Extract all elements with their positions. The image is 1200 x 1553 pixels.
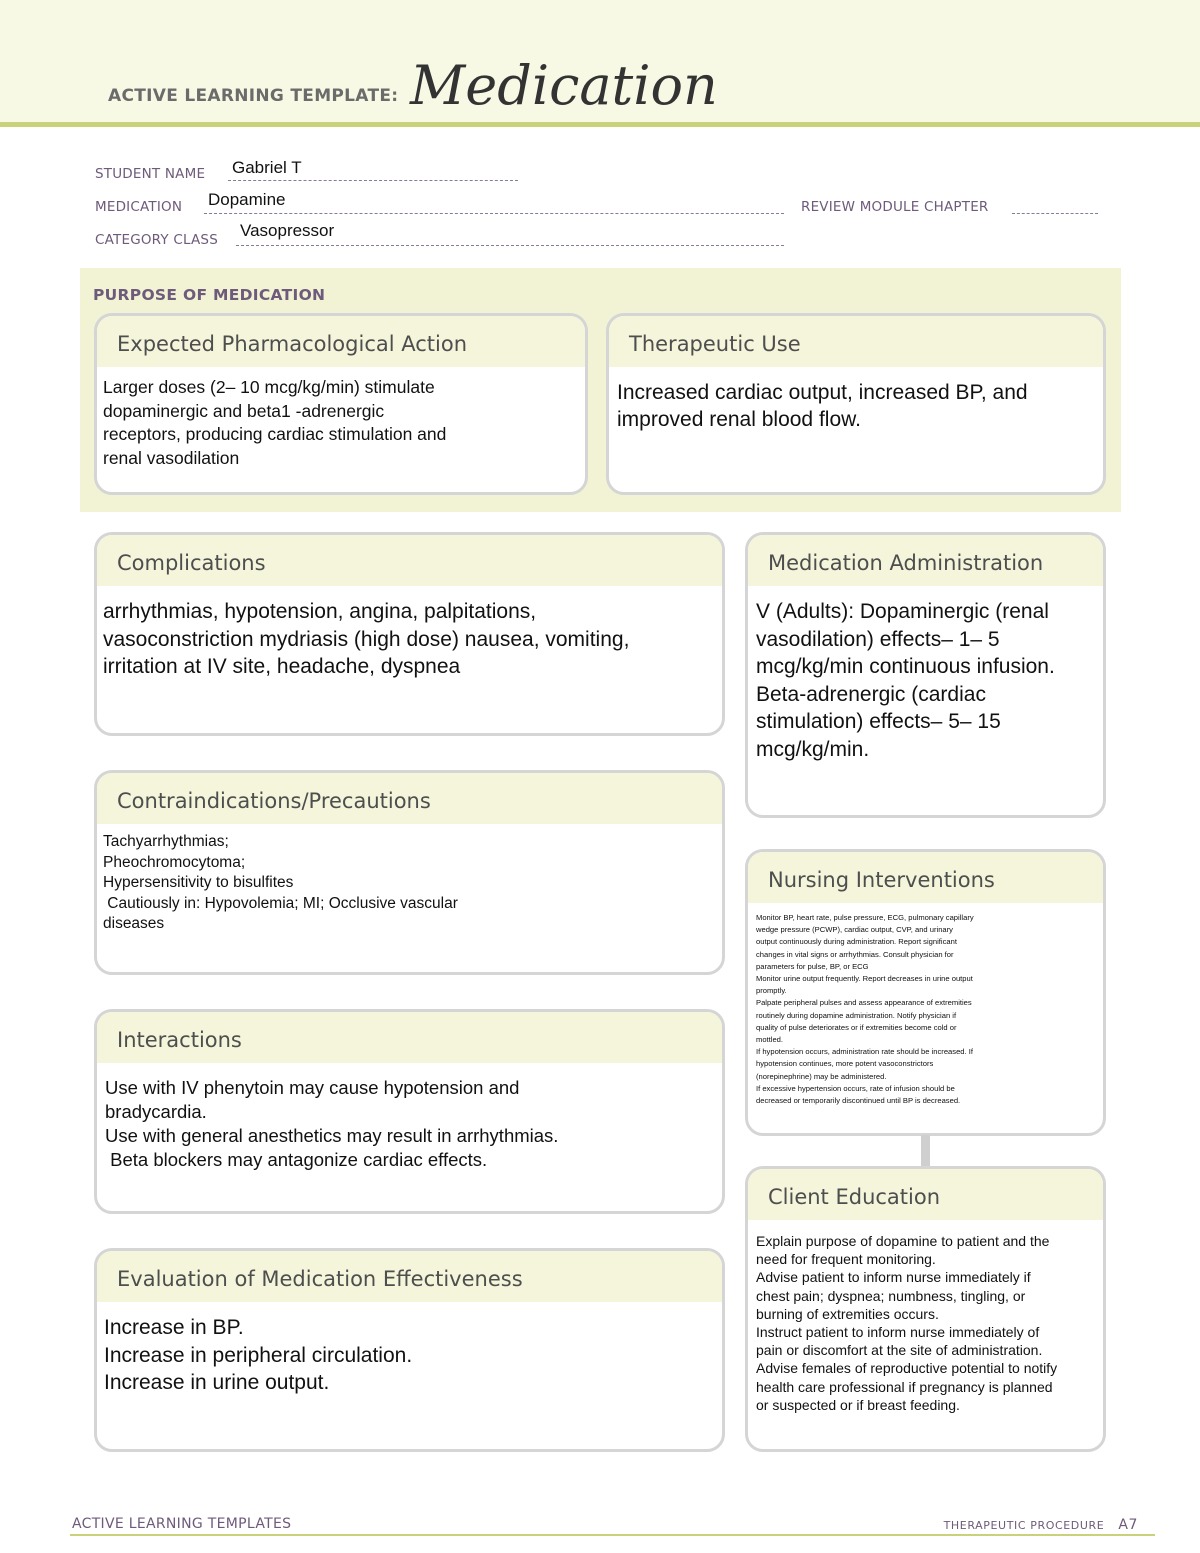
review-module-line <box>1012 213 1098 214</box>
student-name-line <box>228 180 518 181</box>
nursing-interventions-box <box>745 849 1106 1136</box>
text-line: receptors, producing cardiac stimulation and <box>103 424 447 444</box>
therapeutic-use-box <box>606 313 1106 495</box>
text-line: improved renal blood flow. <box>617 408 861 431</box>
text-line: promptly. <box>756 986 787 996</box>
text-line: Palpate peripheral pulses and assess appearance of extremities <box>756 998 972 1008</box>
contraindications-title: Contraindications/Precautions <box>97 773 722 824</box>
text-line: Increase in BP. <box>104 1316 244 1339</box>
text-line: hypotension continues, more potent vasoconstrictors <box>756 1059 934 1069</box>
purpose-label: PURPOSE OF MEDICATION <box>93 286 326 304</box>
text-line: Increase in urine output. <box>104 1371 330 1394</box>
footer-section-label: THERAPEUTIC PROCEDURE <box>943 1519 1105 1532</box>
text-line: Use with general anesthetics may result in arrhythmias. <box>105 1125 559 1146</box>
text-line: (norepinephrine) may be administered. <box>756 1071 887 1081</box>
text-line: irritation at IV site, headache, dyspnea <box>103 655 461 678</box>
text-line: output continuously during administration. Report significant <box>756 937 957 947</box>
text-line: need for frequent monitoring. <box>756 1251 936 1268</box>
review-module-label: REVIEW MODULE CHAPTER <box>801 199 989 215</box>
text-line: Cautiously in: Hypovolemia; MI; Occlusive vascular <box>103 894 458 912</box>
administration-box <box>745 532 1106 818</box>
category-class-label: CATEGORY CLASS <box>95 232 218 248</box>
text-line: decreased or temporarily discontinued until BP is decreased. <box>756 1096 961 1106</box>
expected-action-box <box>94 313 588 495</box>
student-name-value[interactable]: Gabriel T <box>232 158 302 177</box>
client-education-title: Client Education <box>748 1169 1103 1220</box>
interactions-title: Interactions <box>97 1012 722 1063</box>
medication-value[interactable]: Dopamine <box>208 190 286 209</box>
client-education-box <box>745 1166 1106 1452</box>
text-line: chest pain; dyspnea; numbness, tingling, or <box>756 1287 1026 1304</box>
template-label: ACTIVE LEARNING TEMPLATE: <box>108 86 399 106</box>
text-line: stimulation) effects– 5– 15 <box>756 710 1001 733</box>
interactions-box <box>94 1009 725 1214</box>
interactions-body[interactable] <box>97 1063 722 1172</box>
evaluation-body[interactable] <box>97 1302 722 1397</box>
text-line: parameters for pulse, BP, or ECG <box>756 961 869 971</box>
nursing-interventions-body[interactable] <box>748 903 1103 1107</box>
text-line: dopaminergic and beta1 -adrenergic <box>103 400 385 421</box>
expected-action-body[interactable] <box>97 367 585 470</box>
text-line: Pheochromocytoma; <box>103 853 246 871</box>
text-line: quality of pulse deteriorates or if extremities become cold or <box>756 1022 957 1032</box>
text-line: mottled. <box>756 1035 784 1045</box>
text-line: wedge pressure (PCWP), cardiac output, CVP, and urinary <box>756 925 953 935</box>
student-name-label: STUDENT NAME <box>95 166 206 182</box>
text-line: mcg/kg/min. <box>756 737 870 761</box>
text-line: burning of extremities occurs. <box>756 1305 939 1322</box>
medication-label: MEDICATION <box>95 199 183 215</box>
contraindications-box <box>94 770 725 975</box>
therapeutic-use-title: Therapeutic Use <box>609 316 1103 367</box>
complications-box <box>94 532 725 736</box>
text-line: Larger doses (2– 10 mcg/kg/min) stimulate <box>103 377 435 397</box>
therapeutic-use-body[interactable] <box>609 367 1103 433</box>
text-line: Advise females of reproductive potential to notify <box>756 1360 1058 1377</box>
complications-body[interactable] <box>97 586 722 681</box>
text-line: diseases <box>103 915 165 932</box>
text-line: health care professional if pregnancy is planned <box>756 1378 1053 1395</box>
category-class-line <box>236 245 784 246</box>
box-connector <box>921 1135 930 1166</box>
complications-title: Complications <box>97 535 722 586</box>
text-line: routinely during dopamine administration. Notify physician if <box>756 1010 957 1020</box>
text-line: or suspected or if breast feeding. <box>756 1396 960 1413</box>
text-line: V (Adults): Dopaminergic (renal <box>756 600 1049 623</box>
text-line: vasoconstriction mydriasis (high dose) nausea, vomiting, <box>103 627 630 651</box>
text-line: renal vasodilation <box>103 447 240 468</box>
footer-left-label: ACTIVE LEARNING TEMPLATES <box>72 1516 292 1532</box>
text-line: Beta blockers may antagonize cardiac effects. <box>105 1149 488 1170</box>
template-title: Medication <box>410 54 718 117</box>
text-line: Increased cardiac output, increased BP, and <box>617 381 1028 404</box>
evaluation-box <box>94 1248 725 1452</box>
administration-title: Medication Administration <box>748 535 1103 586</box>
text-line: changes in vital signs or arrhythmias. Consult physician for <box>756 949 954 959</box>
text-line: bradycardia. <box>105 1101 207 1122</box>
footer-rule <box>70 1534 1155 1536</box>
text-line: Beta-adrenergic (cardiac <box>756 682 986 706</box>
text-line: arrhythmias, hypotension, angina, palpitations, <box>103 600 537 623</box>
text-line: Tachyarrhythmias; <box>103 833 229 850</box>
text-line: Hypersensitivity to bisulfites <box>103 874 294 891</box>
medication-line <box>204 213 784 214</box>
text-line: Explain purpose of dopamine to patient and the <box>756 1233 1050 1249</box>
text-line: If excessive hypertension occurs, rate of infusion should be <box>756 1083 955 1093</box>
contraindications-body[interactable] <box>97 824 722 935</box>
text-line: Monitor BP, heart rate, pulse pressure, ECG, pulmonary capillary <box>756 913 974 922</box>
evaluation-title: Evaluation of Medication Effectiveness <box>97 1251 722 1302</box>
text-line: Instruct patient to inform nurse immediately of <box>756 1324 1040 1341</box>
category-class-value[interactable]: Vasopressor <box>240 221 335 240</box>
text-line: Advise patient to inform nurse immediately if <box>756 1269 1031 1286</box>
text-line: mcg/kg/min continuous infusion. <box>756 655 1055 678</box>
expected-action-title: Expected Pharmacological Action <box>97 316 585 367</box>
nursing-interventions-title: Nursing Interventions <box>748 852 1103 903</box>
footer-right <box>944 1517 1138 1533</box>
header-rule <box>0 122 1200 127</box>
text-line: Monitor urine output frequently. Report decreases in urine output <box>756 974 973 984</box>
footer-page-number: A7 <box>1118 1517 1138 1533</box>
text-line: vasodilation) effects– 1– 5 <box>756 627 1000 651</box>
text-line: Use with IV phenytoin may cause hypotension and <box>105 1077 520 1098</box>
text-line: Increase in peripheral circulation. <box>104 1343 413 1367</box>
text-line: pain or discomfort at the site of administration. <box>756 1342 1043 1359</box>
text-line: If hypotension occurs, administration rate should be increased. If <box>756 1047 973 1057</box>
client-education-body[interactable] <box>748 1220 1103 1414</box>
administration-body[interactable] <box>748 586 1103 763</box>
